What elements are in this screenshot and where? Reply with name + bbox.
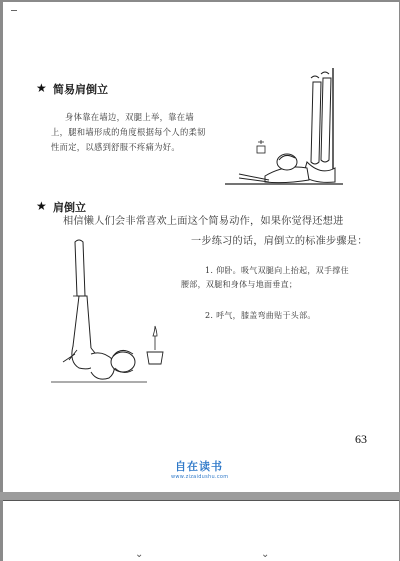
publisher-logo-name: 自在读书 bbox=[175, 460, 223, 473]
section2-star-icon: ★ bbox=[36, 199, 47, 213]
legs-up-wall-illustration bbox=[225, 64, 357, 192]
next-book-page bbox=[3, 500, 399, 561]
scan-mark bbox=[11, 10, 17, 14]
ornament-left-icon: ⌄ bbox=[135, 549, 144, 560]
section2-intro-line-1: 相信懒人们会非常喜欢上面这个简易动作，如果你觉得还想进 bbox=[63, 216, 344, 227]
step-1-line-2: 腰部，双腿和身体与地面垂直； bbox=[181, 280, 298, 289]
publisher-logo-url: www.zizaidushu.com bbox=[171, 474, 229, 480]
step-2-line-1: 2. 呼气，膝盖弯曲贴于头部。 bbox=[205, 311, 316, 320]
section1-title: 简易肩倒立 bbox=[53, 83, 108, 96]
section2-intro-line-2: 一步练习的话，肩倒立的标准步骤是： bbox=[191, 236, 368, 247]
page-gap bbox=[0, 492, 400, 500]
section1-line-3: 性而定，以感到舒服不疼痛为好。 bbox=[51, 142, 180, 152]
step-1-line-1: 1. 仰卧。吸气双腿向上抬起，双手撑住 bbox=[205, 266, 349, 275]
shoulder-stand-illustration bbox=[51, 236, 171, 384]
section1-line-2: 上，腿和墙形成的角度根据每个人的柔韧 bbox=[51, 127, 206, 137]
ornament-right-icon: ⌄ bbox=[261, 549, 270, 560]
page-number: 63 bbox=[355, 432, 367, 446]
section2-title: 肩倒立 bbox=[53, 201, 86, 214]
section1-star-icon: ★ bbox=[36, 81, 47, 95]
book-page bbox=[3, 2, 399, 494]
section1-line-1: 身体靠在墙边，双腿上举，靠在墙 bbox=[65, 112, 194, 122]
